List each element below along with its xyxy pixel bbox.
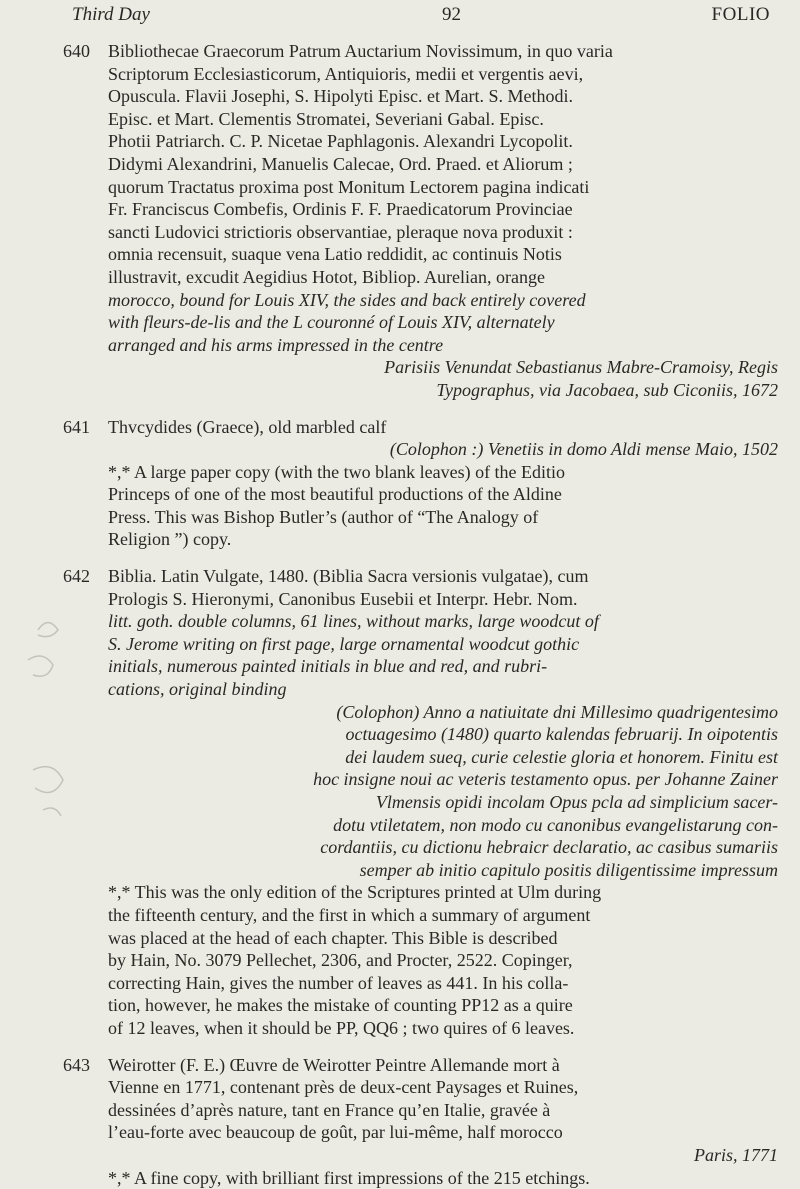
pencil-marks-icon <box>18 600 93 850</box>
text-line: Vienne en 1771, contenant près de deux-cent Paysages et Ruines, <box>108 1076 778 1099</box>
text-line: Opuscula. Flavii Josephi, S. Hipolyti Episc. et Mart. S. Methodi. <box>108 85 778 108</box>
text-line: Fr. Franciscus Combefis, Ordinis F. F. Praedicatorum Provinciae <box>108 198 778 221</box>
lot-640 <box>0 40 800 402</box>
lot-641 <box>0 416 800 552</box>
note-line: *,* A large paper copy (with the two blank leaves) of the Editio <box>108 461 778 484</box>
note-line: tion, however, he makes the mistake of counting PP12 as a quire <box>108 994 778 1017</box>
note-line: by Hain, No. 3079 Pellechet, 2306, and Procter, 2522. Copinger, <box>108 949 778 972</box>
text-line: omnia recensuit, suaque vena Latio reddidit, ac continuis Notis <box>108 243 778 266</box>
text-line: Thvcydides (Graece), old marbled calf <box>108 416 778 439</box>
text-line: Episc. et Mart. Clementis Stromatei, Severiani Gabal. Episc. <box>108 108 778 131</box>
imprint-line: Typographus, via Jacobaea, sub Ciconiis, 1672 <box>108 379 778 402</box>
lot-entries <box>0 40 800 1189</box>
text-line: sancti Ludovici strictioris observantiae, pleraque nova produxit : <box>108 221 778 244</box>
running-header <box>72 4 770 32</box>
note-line: the fifteenth century, and the first in which a summary of argument <box>108 904 778 927</box>
text-line: Biblia. Latin Vulgate, 1480. (Biblia Sacra versionis vulgatae), cum <box>108 565 778 588</box>
text-line: illustravit, excudit Aegidius Hotot, Bibliop. Aurelian, orange <box>108 266 778 289</box>
lot-number: 643 <box>63 1054 90 1077</box>
note-line: Press. This was Bishop Butler’s (author of “The Analogy of <box>108 506 778 529</box>
text-line: Prologis S. Hieronymi, Canonibus Eusebii et Interpr. Hebr. Nom. <box>108 588 778 611</box>
colophon-line: dotu vtiletatem, non modo cu canonibus evangelistarung con- <box>108 814 778 837</box>
note-line: of 12 leaves, when it should be PP, QQ6 ; two quires of 6 leaves. <box>108 1017 778 1040</box>
text-line: with fleurs-de-lis and the L couronné of Louis XIV, alternately <box>108 311 778 334</box>
lot-number: 642 <box>63 565 90 588</box>
lot-number: 640 <box>63 40 90 63</box>
note-line: Princeps of one of the most beautiful productions of the Aldine <box>108 483 778 506</box>
text-line: Bibliothecae Graecorum Patrum Auctarium Novissimum, in quo varia <box>108 40 778 63</box>
text-line: dessinées d’après nature, tant en France qu’en Italie, gravée à <box>108 1099 778 1122</box>
colophon-line: Vlmensis opidi incolam Opus pcla ad simplicium sacer- <box>108 791 778 814</box>
text-line: morocco, bound for Louis XIV, the sides and back entirely covered <box>108 289 778 312</box>
imprint-line: Paris, 1771 <box>108 1144 778 1167</box>
lot-642 <box>0 565 800 1039</box>
text-line: Photii Patriarch. C. P. Nicetae Paphlagonis. Alexandri Lycopolit. <box>108 130 778 153</box>
colophon-line: semper ab initio capitulo positis diligentissime impressum <box>108 859 778 882</box>
text-line: S. Jerome writing on first page, large ornamental woodcut gothic <box>108 633 778 656</box>
header-day: Third Day <box>72 4 150 26</box>
note-line: was placed at the head of each chapter. This Bible is described <box>108 927 778 950</box>
text-line: arranged and his arms impressed in the centre <box>108 334 778 357</box>
colophon-line: dei laudem sueq, curie celestie gloria et honorem. Finitu est <box>108 746 778 769</box>
text-line: Didymi Alexandrini, Manuelis Calecae, Ord. Praed. et Aliorum ; <box>108 153 778 176</box>
colophon-line: hoc insigne noui ac veteris testamento opus. per Johanne Zainer <box>108 768 778 791</box>
colophon-line: (Colophon) Anno a natiuitate dni Millesimo quadrigentesimo <box>108 701 778 724</box>
imprint-line: Parisiis Venundat Sebastianus Mabre-Cramoisy, Regis <box>108 356 778 379</box>
text-line: litt. goth. double columns, 61 lines, without marks, large woodcut of <box>108 610 778 633</box>
colophon-line: (Colophon :) Venetiis in domo Aldi mense Maio, 1502 <box>108 438 778 461</box>
text-line: quorum Tractatus proxima post Monitum Lectorem pagina indicati <box>108 176 778 199</box>
note-line: *,* A fine copy, with brilliant first impressions of the 215 etchings. <box>108 1167 778 1189</box>
text-line: cations, original binding <box>108 678 778 701</box>
text-line: Scriptorum Ecclesiasticorum, Antiquioris, medii et vergentis aevi, <box>108 63 778 86</box>
colophon-line: cordantiis, cu dictionu hebraicr declaratio, ac casibus sumariis <box>108 836 778 859</box>
page-number: 92 <box>442 4 461 26</box>
text-line: l’eau-forte avec beaucoup de goût, par lui-même, half morocco <box>108 1121 778 1144</box>
text-line: initials, numerous painted initials in blue and red, and rubri- <box>108 655 778 678</box>
colophon-line: octuagesimo (1480) quarto kalendas februarij. In oipotentis <box>108 723 778 746</box>
header-format: FOLIO <box>712 4 770 26</box>
lot-643 <box>0 1054 800 1189</box>
note-line: correcting Hain, gives the number of leaves as 441. In his colla- <box>108 972 778 995</box>
note-line: Religion ”) copy. <box>108 528 778 551</box>
text-line: Weirotter (F. E.) Œuvre de Weirotter Peintre Allemande mort à <box>108 1054 778 1077</box>
note-line: *,* This was the only edition of the Scriptures printed at Ulm during <box>108 881 778 904</box>
lot-number: 641 <box>63 416 90 439</box>
